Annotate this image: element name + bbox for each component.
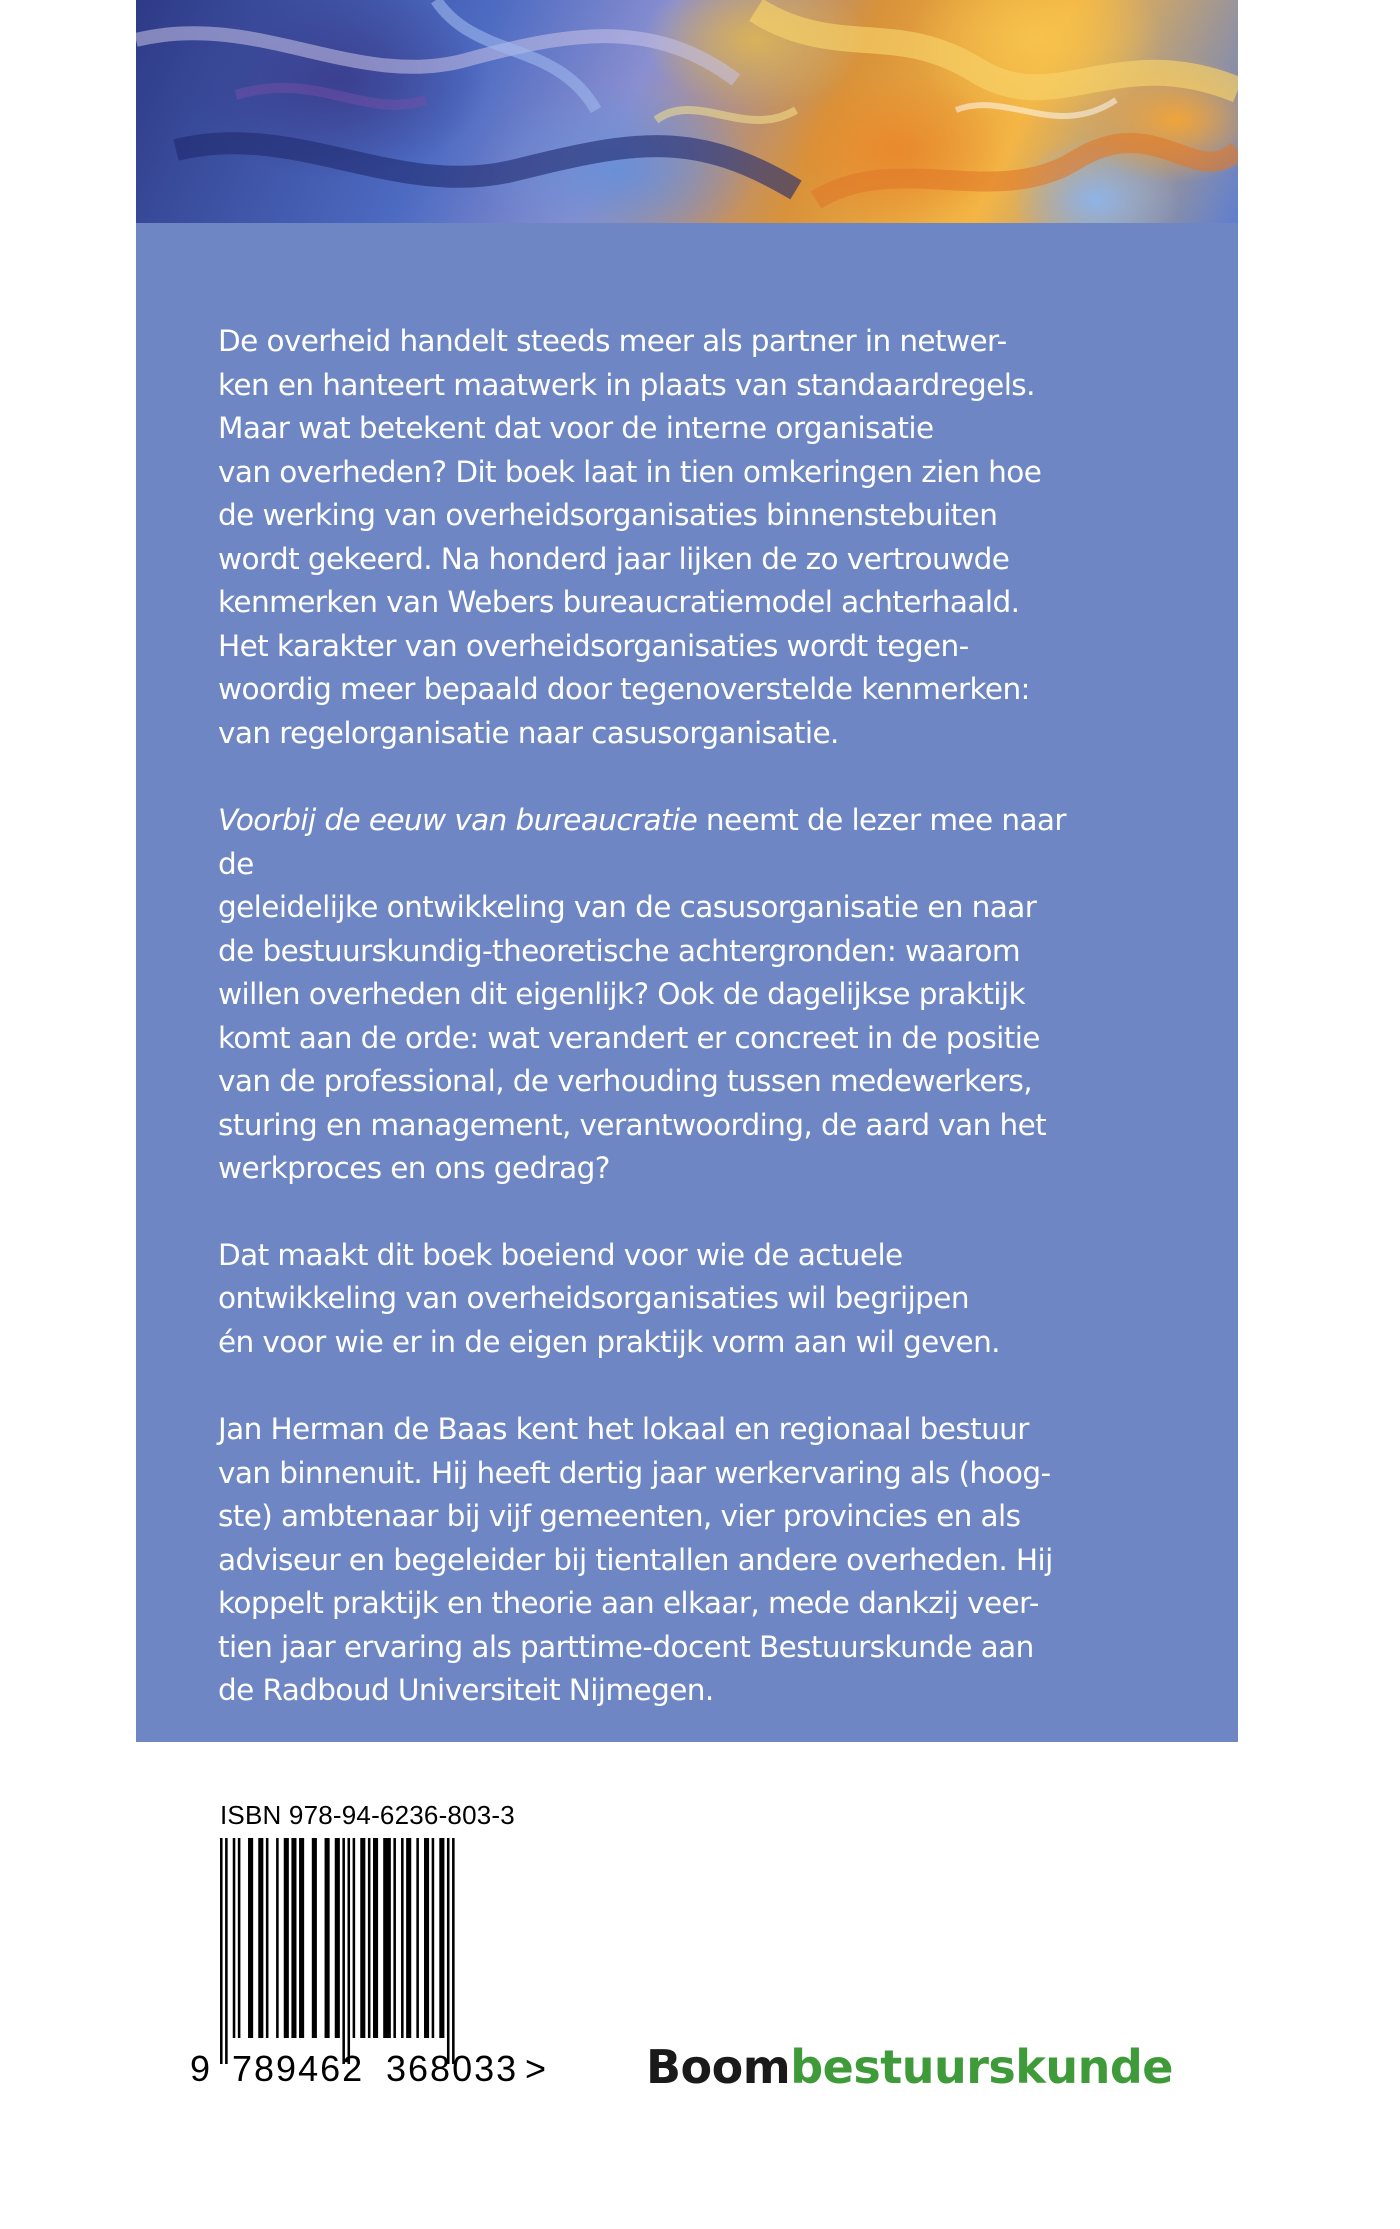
publisher-name-boom: Boom	[646, 2040, 791, 2094]
barcode-bar	[439, 1838, 444, 2038]
blurb-paragraph-1: De overheid handelt steeds meer als partner in netwer- ken en hanteert maatwerk in plaats van standaardregels. Maar wat betekent dat voor de interne organisatie van overheden? Dit boek laat in tien omkeringen zien hoe de werking van overheidsorganisaties binnenstebuiten wordt gekeerd. Na honderd jaar lijken de zo vertrouwde kenmerken van Webers bureaucratiemodel achterhaald. Het karakter van overheidsorganisaties wordt tegen- woordig meer bepaald door tegenoverstelde kenmerken: van regelorganisatie naar casusorganisatie.	[218, 324, 1042, 750]
cover-artwork	[136, 0, 1238, 223]
isbn-label: ISBN 978-94-6236-803-3	[220, 1800, 515, 1830]
barcode-bar	[233, 1838, 236, 2038]
barcode-bar	[393, 1838, 396, 2038]
barcode-bar	[335, 1838, 340, 2038]
publisher-name-bestuurskunde: bestuurskunde	[790, 2040, 1173, 2094]
barcode-bar	[266, 1838, 269, 2038]
barcode-bar	[225, 1838, 228, 2064]
barcode-bar	[383, 1838, 391, 2038]
barcode-bar	[238, 1838, 241, 2038]
barcode-bar	[432, 1838, 435, 2038]
barcode-bar	[312, 1838, 317, 2038]
barcode-bar	[276, 1838, 279, 2038]
barcode-bar	[416, 1838, 419, 2038]
isbn-barcode	[180, 1800, 560, 2110]
blurb-panel	[136, 223, 1238, 1742]
barcode-digit-first: 9	[190, 2048, 211, 2089]
author-bio: Jan Herman de Baas kent het lokaal en regionaal bestuur van binnenuit. Hij heeft dertig jaar werkervaring als (hoog- ste) ambtenaar bij vijf gemeenten, vier provincies en als adviseur en begeleider bij tientallen andere overheden. Hij koppelt praktijk en theorie aan elkaar, mede dankzij veer- tien jaar ervaring als parttime-docent Bestuurskunde aan de Radboud Universiteit Nijmegen.	[218, 1412, 1053, 1707]
barcode-quiet-zone-mark: >	[525, 2048, 547, 2089]
abstract-paint-strokes	[136, 0, 1238, 223]
barcode-bars	[216, 1838, 556, 2064]
barcode-bar	[248, 1838, 253, 2038]
barcode-digit-group-2: 368033	[386, 2048, 519, 2089]
barcode-bar	[368, 1838, 371, 2038]
barcode-bar	[447, 1838, 450, 2064]
barcode-bar	[284, 1838, 289, 2038]
blurb-text	[218, 320, 1098, 1713]
barcode-bar	[291, 1838, 296, 2038]
barcode-bar	[325, 1838, 330, 2038]
barcode-bar	[424, 1838, 429, 2038]
barcode-digit-group-1: 789462	[232, 2048, 365, 2089]
barcode-bar	[406, 1838, 411, 2038]
barcode-bar	[220, 1838, 223, 2064]
blurb-paragraph-2: Voorbij de eeuw van bureaucratie neemt de lezer mee naar de geleidelijke ontwikkeling van de casusorganisatie en naar de bestuurskundig-theoretische achtergronden: waarom willen overheden dit eigenlijk? Ook de dagelijkse praktijk komt aan de orde: wat verandert er concreet in de positie van de professional, de verhouding tussen medewerkers, sturing en management, verantwoording, de aard van het werkproces en ons gedrag?	[218, 803, 1066, 1185]
publisher-logo	[646, 2040, 1173, 2094]
barcode-bar	[258, 1838, 263, 2038]
barcode-bar	[342, 1838, 345, 2064]
barcode-bar	[401, 1838, 404, 2038]
barcode-bar	[360, 1838, 365, 2038]
barcode-bar	[348, 1838, 351, 2064]
barcode-bar	[452, 1838, 455, 2064]
blurb-paragraph-3: Dat maakt dit boek boeiend voor wie de actuele ontwikkeling van overheidsorganisaties wil begrijpen én voor wie er in de eigen praktijk vorm aan wil geven.	[218, 1237, 1000, 1359]
barcode-bar	[373, 1838, 378, 2038]
barcode-bar	[353, 1838, 356, 2038]
barcode-bar	[299, 1838, 304, 2038]
back-cover	[136, 0, 1238, 1742]
book-title: Voorbij de eeuw van bureaucratie	[218, 803, 698, 837]
